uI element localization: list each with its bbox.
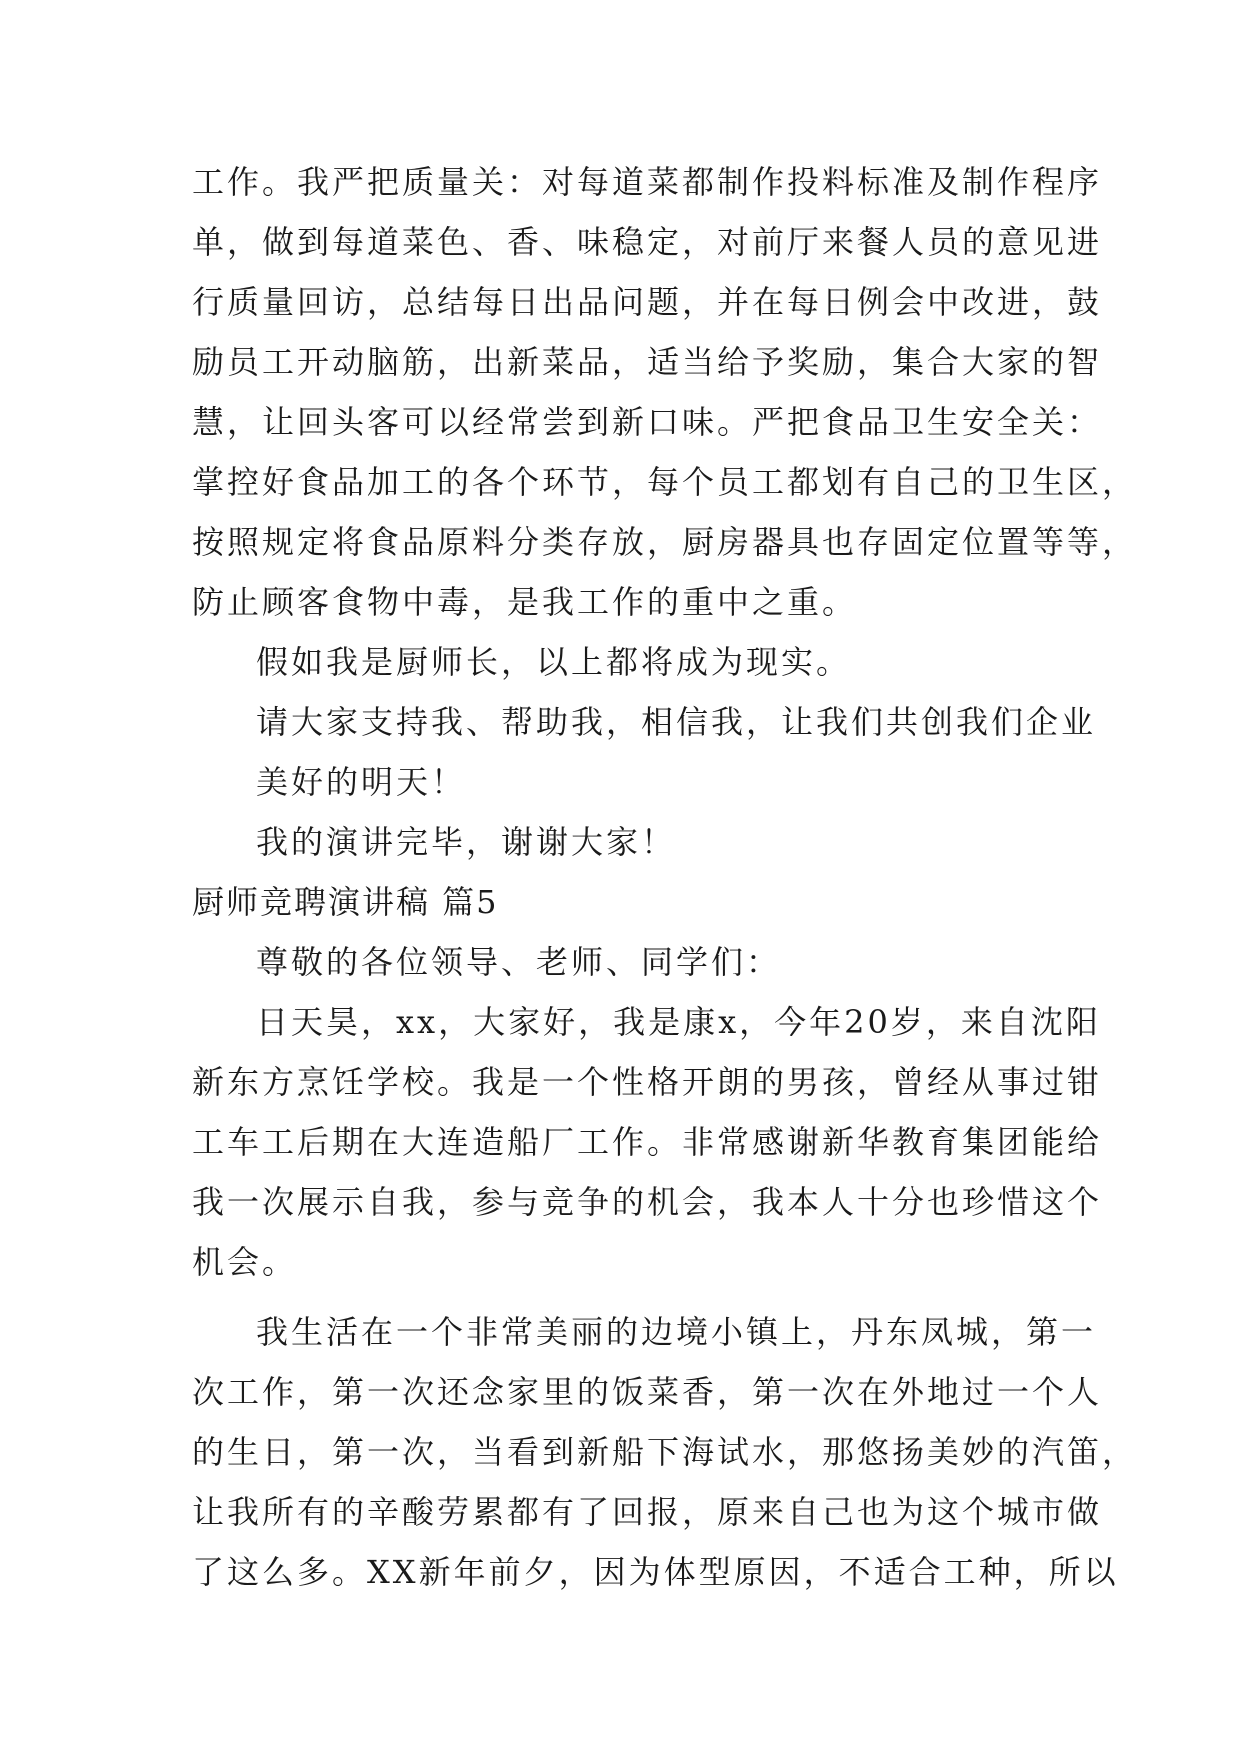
text-line: 行质量回访，总结每日出品问题，并在每日例会中改进，鼓: [192, 283, 1103, 321]
text-line: 让我所有的辛酸劳累都有了回报，原来自己也为这个城市做: [192, 1493, 1103, 1531]
text-line: 防止顾客食物中毒，是我工作的重中之重。: [192, 583, 858, 621]
text-line: 单，做到每道菜色、香、味稳定，对前厅来餐人员的意见进: [192, 223, 1103, 261]
paragraph-line: 请大家支持我、帮助我，相信我，让我们共创我们企业: [256, 703, 1097, 741]
text-line: 次工作，第一次还念家里的饭菜香，第一次在外地过一个人: [192, 1373, 1103, 1411]
section-heading: 厨师竞聘演讲稿 篇5: [192, 883, 499, 921]
text-line: 机会。: [192, 1243, 298, 1281]
text-line: 的生日，第一次，当看到新船下海试水，那悠扬美妙的汽笛，: [192, 1433, 1138, 1471]
text-line: 了这么多。XX新年前夕，因为体型原因，不适合工种，所以: [192, 1553, 1119, 1591]
paragraph-line: 我生活在一个非常美丽的边境小镇上，丹东凤城，第一: [256, 1313, 1097, 1351]
text-line: 我一次展示自我，参与竞争的机会，我本人十分也珍惜这个: [192, 1183, 1103, 1221]
paragraph-line: 日天昊，xx，大家好，我是康x，今年20岁，来自沈阳: [256, 1003, 1101, 1041]
text-line: 工作。我严把质量关：对每道菜都制作投料标准及制作程序: [192, 163, 1103, 201]
text-line: 新东方烹饪学校。我是一个性格开朗的男孩，曾经从事过钳: [192, 1063, 1103, 1101]
paragraph-line: 美好的明天！: [256, 763, 467, 801]
salutation-line: 尊敬的各位领导、老师、同学们：: [256, 943, 782, 981]
text-line: 掌控好食品加工的各个环节，每个员工都划有自己的卫生区，: [192, 463, 1138, 501]
paragraph-line: 我的演讲完毕，谢谢大家！: [256, 823, 677, 861]
text-line: 工车工后期在大连造船厂工作。非常感谢新华教育集团能给: [192, 1123, 1103, 1161]
text-line: 励员工开动脑筋，出新菜品，适当给予奖励，集合大家的智: [192, 343, 1103, 381]
text-line: 慧，让回头客可以经常尝到新口味。严把食品卫生安全关：: [192, 403, 1103, 441]
text-line: 按照规定将食品原料分类存放，厨房器具也存固定位置等等，: [192, 523, 1138, 561]
paragraph-line: 假如我是厨师长，以上都将成为现实。: [256, 643, 852, 681]
